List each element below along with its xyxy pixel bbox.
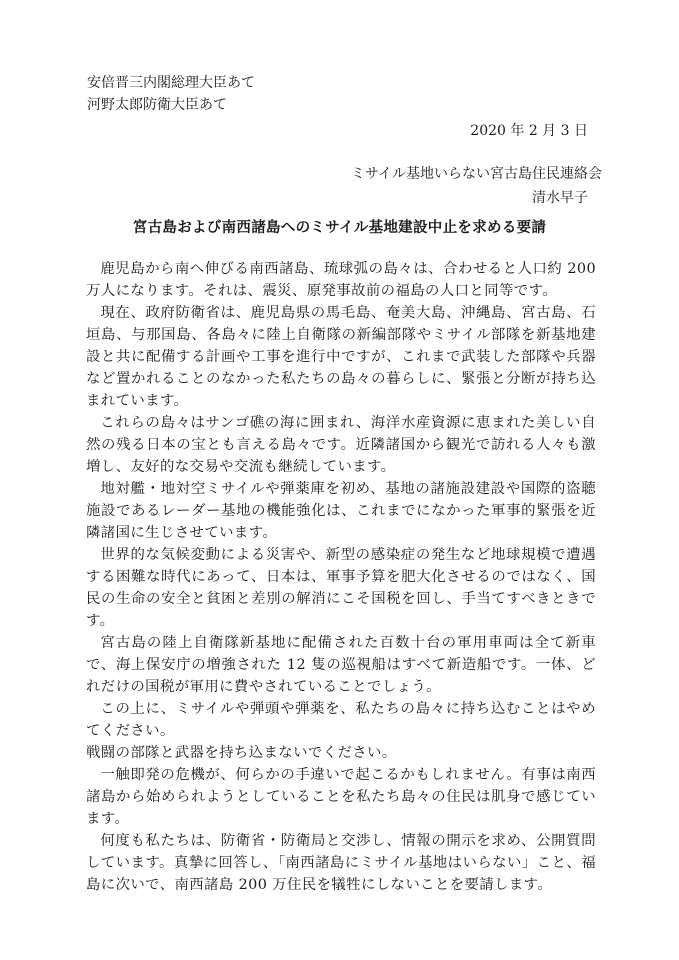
paragraph: これらの島々はサンゴ礁の海に囲まれ、海洋水産資源に恵まれた美しい自然の残る日本の宝とも言える島々です。近隣諸国から観光で訪れる人々も激増し、友好的な交易や交流も継続しています。 — [86, 415, 596, 475]
paragraph: 地対艦・地対空ミサイルや弾薬庫を初め、基地の諸施設建設や国際的盗聴施設であるレーダー基地の機能強化は、これまでになかった軍事的緊張を近隣諸国に生じさせています。 — [86, 481, 596, 541]
addressee-defense-minister: 河野太郎防衛大臣あて — [87, 97, 227, 113]
letter-body — [86, 258, 596, 896]
letter-title: 宮古島および南西諸島へのミサイル基地建設中止を求める要請 — [132, 219, 547, 236]
sender-organization: ミサイル基地いらない宮古島住民連絡会 — [350, 166, 602, 182]
paragraph: 一触即発の危機が、何らかの手違いで起こるかもしれません。有事は南西諸島から始められようとしていることを私たち島々の住民は肌身で感じています。 — [86, 767, 596, 827]
sender-name: 清水早子 — [532, 190, 588, 206]
paragraph: 鹿児島から南へ伸びる南西諸島、琉球弧の島々は、合わせると人口約 200 万人になります。それは、震災、原発事故前の福島の人口と同等です。 — [86, 261, 596, 299]
paragraph: 宮古島の陸上自衛隊新基地に配備された百数十台の軍用車両は全て新車で、海上保安庁の増強された 12 隻の巡視船はすべて新造船です。一体、どれだけの国税が軍用に費やされていることでしょう。 — [86, 635, 596, 695]
letter-date: 2020 年 2 月 3 日 — [470, 123, 588, 139]
paragraph: 何度も私たちは、防衛省・防衛局と交渉し、情報の開示を求め、公開質問しています。真摯に回答し、「南西諸島にミサイル基地はいらない」こと、福島に次いで、南西諸島 200 万住民を犠牲にしないことを要請します。 — [86, 833, 596, 893]
paragraph: この上に、ミサイルや弾頭や弾薬を、私たちの島々に持ち込むことはやめてください。 — [86, 701, 596, 739]
paragraph: 現在、政府防衛省は、鹿児島県の馬毛島、奄美大島、沖縄島、宮古島、石垣島、与那国島、各島々に陸上自衛隊の新編部隊やミサイル部隊を新基地建設と共に配備する計画や工事を進行中ですが、これまで武装した部隊や兵器など置かれることのなかった私たちの島々の暮らしに、緊張と分断が持ち込まれています。 — [86, 305, 596, 409]
paragraph: 世界的な気候変動による災害や、新型の感染症の発生など地球規模で遭遇する困難な時代にあって、日本は、軍事予算を肥大化させるのではなく、国民の生命の安全と貧困と差別の解消にこそ国税を回し、手当てすべきときです。 — [86, 547, 596, 629]
paragraph: 戦闘の部隊と武器を持ち込まないでください。 — [86, 745, 397, 761]
addressee-prime-minister: 安倍晋三内閣総理大臣あて — [87, 75, 255, 91]
